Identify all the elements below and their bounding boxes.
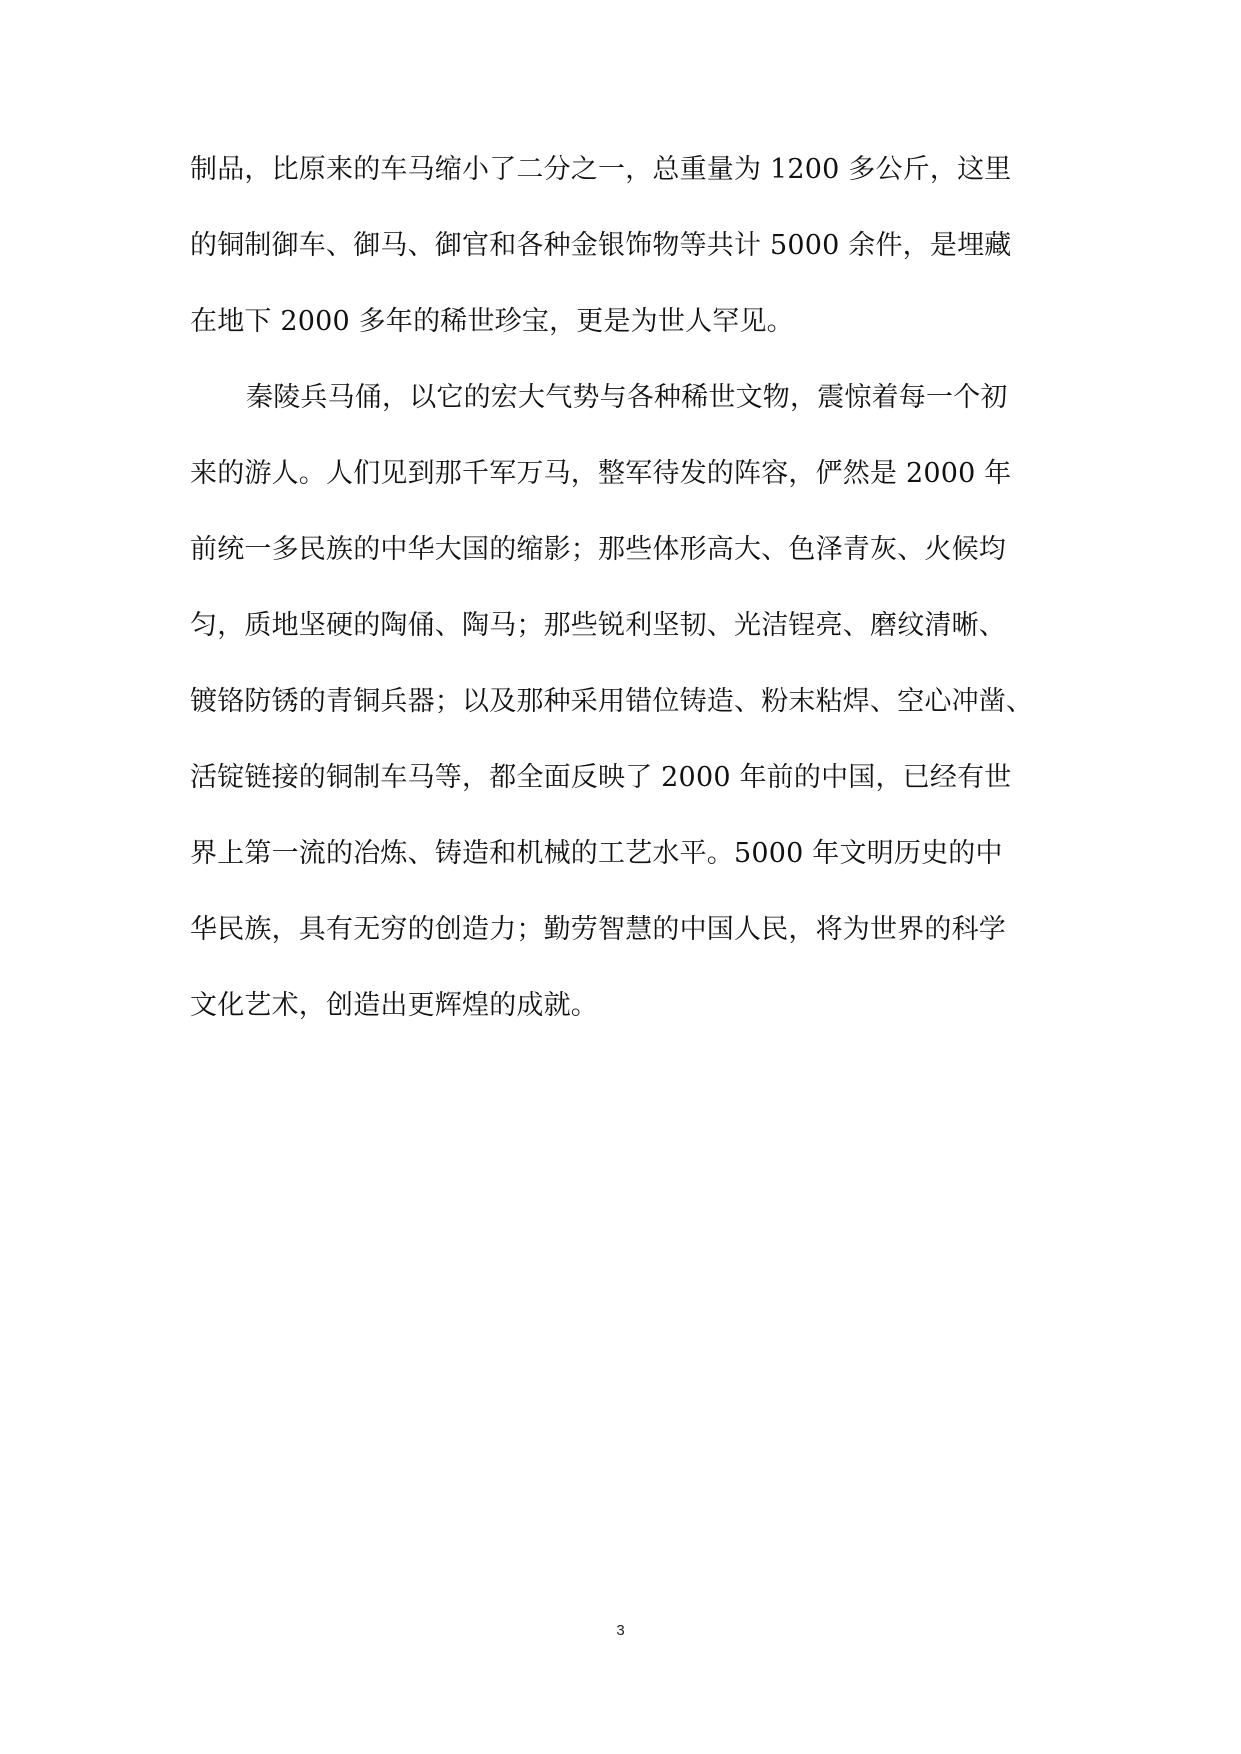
text-line: 制品，比原来的车马缩小了二分之一，总重量为 1200 多公斤，这里 [190, 154, 1012, 185]
text-line: 镀铬防锈的青铜兵器；以及那种采用错位铸造、粉末粘焊、空心冲凿、 [190, 686, 1034, 717]
text-line: 华民族，具有无穷的创造力；勤劳智慧的中国人民，将为世界的科学 [190, 914, 1006, 945]
text-line: 文化艺术，创造出更辉煌的成就。 [190, 990, 598, 1021]
text-line: 匀，质地坚硬的陶俑、陶马；那些锐利坚韧、光洁锃亮、磨纹清晰、 [190, 610, 1006, 641]
text-line: 界上第一流的冶炼、铸造和机械的工艺水平。5000 年文明历史的中 [190, 838, 1003, 869]
text-line: 秦陵兵马俑，以它的宏大气势与各种稀世文物，震惊着每一个初 [246, 382, 1008, 413]
text-line: 前统一多民族的中华大国的缩影；那些体形高大、色泽青灰、火候均 [190, 534, 1006, 565]
text-line: 在地下 2000 多年的稀世珍宝，更是为世人罕见。 [190, 306, 794, 337]
text-line: 的铜制御车、御马、御官和各种金银饰物等共计 5000 余件，是埋藏 [190, 230, 1012, 261]
text-line: 活锭链接的铜制车马等，都全面反映了 2000 年前的中国，已经有世 [190, 762, 1012, 793]
page-number: 3 [616, 1622, 625, 1639]
text-line: 来的游人。人们见到那千军万马，整军待发的阵容，俨然是 2000 年 [190, 458, 1012, 489]
